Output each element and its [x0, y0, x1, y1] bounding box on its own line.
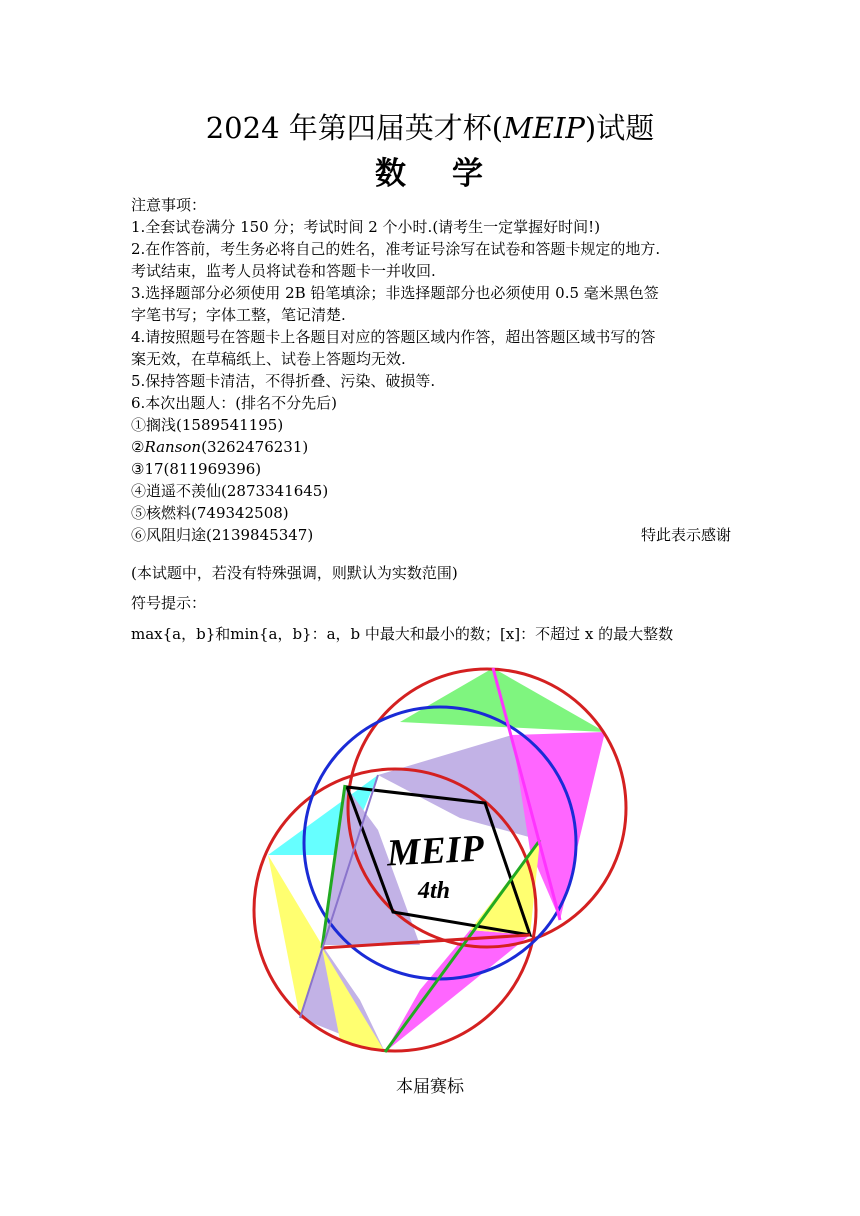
note-line: 案无效，在草稿纸上、试卷上答题均无效.	[131, 350, 406, 368]
author-item: ①搁浅(1589541195)	[131, 416, 284, 434]
note-line: 字笔书写；字体工整，笔记清楚.	[131, 306, 346, 324]
author-item: ③17(811969396)	[131, 460, 262, 478]
subject-char-1: 数	[375, 156, 408, 192]
author-item: ②Ranson(3262476231)	[131, 438, 309, 456]
meip-logo	[252, 660, 632, 1060]
note-line: 5.保持答题卡清洁，不得折叠、污染、破损等.	[131, 372, 436, 390]
note-line: 4.请按照题号在答题卡上各题目对应的答题区域内作答，超出答题区域书写的答	[131, 328, 656, 346]
note-line: 1.全套试卷满分 150 分；考试时间 2 个小时.(请考生一定掌握好时间!)	[131, 218, 601, 236]
title-italic: MEIP	[503, 111, 585, 145]
author-item: ⑤核燃料(749342508)	[131, 504, 289, 522]
symbols-line: max{a，b}和min{a，b}：a，b 中最大和最小的数；[x]：不超过 x 的最大整数	[131, 625, 674, 643]
logo-caption: 本届赛标	[396, 1077, 464, 1097]
notes-heading: 注意事项：	[131, 196, 207, 214]
exam-title	[0, 108, 860, 148]
subject-heading	[0, 152, 860, 196]
logo-text-main: MEIP	[385, 827, 485, 875]
symbols-heading: 符号提示：	[131, 594, 207, 612]
subject-char-2: 学	[452, 156, 485, 192]
instructions-block	[131, 194, 731, 546]
thanks-note: 特此表示感谢	[640, 526, 731, 544]
note-line: 考试结束，监考人员将试卷和答题卡一并收回.	[131, 262, 436, 280]
title-suffix: )试题	[584, 111, 655, 145]
author-item: ⑥风阻归途(2139845347) 特此表示感谢	[131, 526, 731, 544]
note-line: 2.在作答前，考生务必将自己的姓名，准考证号涂写在试卷和答题卡规定的地方.	[131, 240, 661, 258]
logo-magenta-bottom	[385, 930, 530, 1052]
title-prefix: 2024 年第四届英才杯(	[205, 111, 504, 145]
note-line: 6.本次出题人：(排名不分先后)	[131, 394, 338, 412]
author-item: ④逍遥不羡仙(2873341645)	[131, 482, 329, 500]
logo-text-sub: 4th	[417, 878, 451, 904]
note-line: 3.选择题部分必须使用 2B 铅笔填涂；非选择题部分也必须使用 0.5 毫米黑色签	[131, 284, 659, 302]
range-note: (本试题中，若没有特殊强调，则默认为实数范围)	[131, 564, 458, 582]
